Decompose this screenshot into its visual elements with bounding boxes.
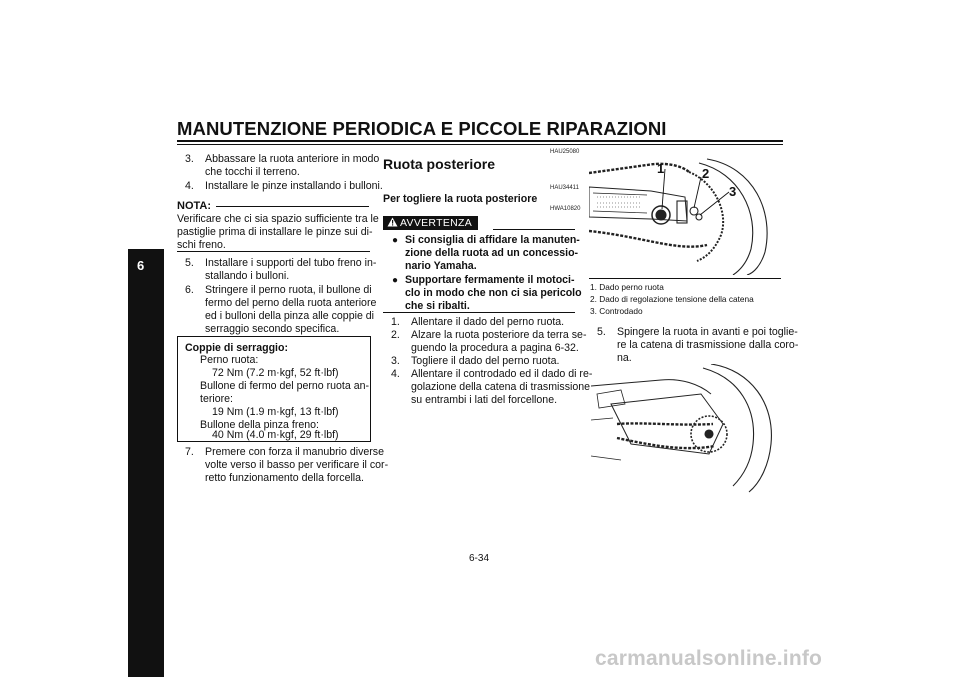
torque-line: teriore: xyxy=(200,393,233,405)
bracket xyxy=(597,390,625,408)
step-text: Premere con forza il manubrio diverse xyxy=(205,446,384,458)
step-number: 7. xyxy=(185,446,194,458)
caption-2 xyxy=(590,294,754,305)
torque-value: 19 Nm (1.9 m·kgf, 13 ft·lbf) xyxy=(212,406,339,418)
torque-title: Coppie di serraggio: xyxy=(185,342,289,354)
warning-badge xyxy=(383,216,478,230)
step-text: fermo del perno della ruota anteriore xyxy=(205,297,377,309)
chain-upper xyxy=(617,423,713,424)
page-title: MANUTENZIONE PERIODICA E PICCOLE RIPARAZIONI xyxy=(177,118,667,139)
warning-rule xyxy=(493,229,575,230)
warning-text: nario Yamaha. xyxy=(405,260,477,272)
callout-leader-2 xyxy=(694,177,701,208)
chain-lower xyxy=(589,231,707,247)
step-text: na. xyxy=(617,352,632,364)
reference-code: HWA10820 xyxy=(550,206,581,212)
torque-line: Bullone di fermo del perno ruota an- xyxy=(200,380,370,392)
torque-line: Perno ruota: xyxy=(200,354,259,366)
swingarm-detail xyxy=(593,193,647,213)
step-text: golazione della catena di trasmissione xyxy=(411,381,591,393)
subsection-title: Per togliere la ruota posteriore xyxy=(383,193,538,205)
caption-text: Controdado xyxy=(599,306,643,316)
caption-text: Dado di regolazione tensione della catena xyxy=(599,294,754,304)
chapter-tab xyxy=(128,249,164,677)
reference-code: HAU25080 xyxy=(550,149,580,155)
warning-label: AVVERTENZA xyxy=(400,217,473,229)
step-number: 4. xyxy=(185,180,194,192)
torque-value: 72 Nm (7.2 m·kgf, 52 ft·lbf) xyxy=(212,367,339,379)
nota-line: Verificare che ci sia spazio sufficiente tra le xyxy=(177,213,379,225)
step-text: su entrambi i lati del forcellone. xyxy=(411,394,558,406)
warning-triangle-icon xyxy=(387,217,398,227)
step-text: Installare i supporti del tubo freno in- xyxy=(205,257,377,269)
warning-text: clo in modo che non ci sia pericolo xyxy=(405,287,582,299)
tire-outline xyxy=(707,159,767,275)
step-text: retto funzionamento della forcella. xyxy=(205,472,364,484)
warning-text: Si consiglia di affidare la manuten- xyxy=(405,234,580,246)
figure-rule xyxy=(589,278,781,279)
warning-end-rule xyxy=(383,312,575,313)
step-text: Stringere il perno ruota, il bullone di xyxy=(205,284,372,296)
step-number: 2. xyxy=(391,329,400,341)
nota-line: schi freno. xyxy=(177,239,226,251)
caption-text: Dado perno ruota xyxy=(599,282,664,292)
page-number: 6-34 xyxy=(469,553,490,564)
step-text: guendo la procedura a pagina 6-32. xyxy=(411,342,579,354)
callout-3: 3 xyxy=(729,184,737,199)
step-text: che tocchi il terreno. xyxy=(205,166,300,178)
step-number: 5. xyxy=(597,326,606,338)
tire-outline xyxy=(711,364,771,492)
header-rule xyxy=(177,140,783,142)
step-number: 3. xyxy=(185,153,194,165)
axle-center xyxy=(705,430,713,438)
step-text: serraggio secondo specifica. xyxy=(205,323,340,335)
nota-line: pastiglie prima di installare le pinze sui di- xyxy=(177,226,373,238)
chain-lower xyxy=(617,438,715,448)
adjusting-nut xyxy=(690,207,698,215)
step-text: ed i bulloni della pinza alle coppie di xyxy=(205,310,375,322)
step-text: Allentare il controdado ed il dado di re- xyxy=(411,368,593,380)
nota-label: NOTA: xyxy=(177,200,212,212)
step-number: 6. xyxy=(185,284,194,296)
step-number: 1. xyxy=(391,316,400,328)
torque-line: Bullone della pinza freno: xyxy=(200,419,319,431)
step-text: Togliere il dado del perno ruota. xyxy=(411,355,560,367)
bullet-icon: ● xyxy=(392,235,399,246)
caption-number: 2. xyxy=(590,294,597,304)
bullet-icon: ● xyxy=(392,275,399,286)
warning-text: che si ribalti. xyxy=(405,300,470,312)
nota-text xyxy=(177,213,379,252)
step-text: Abbassare la ruota anteriore in modo xyxy=(205,153,380,165)
step-text: Installare le pinze installando i bulloni. xyxy=(205,180,383,192)
chapter-number: 6 xyxy=(137,258,145,273)
step-text: Spingere la ruota in avanti e poi toglie- xyxy=(617,326,798,338)
step-number: 5. xyxy=(185,257,194,269)
caption-number: 1. xyxy=(590,282,597,292)
section-title: Ruota posteriore xyxy=(383,156,496,172)
step-text: volte verso il basso per verificare il cor- xyxy=(205,459,389,471)
step-text: stallando i bulloni. xyxy=(205,270,290,282)
chain-upper xyxy=(589,164,689,173)
rear-axle-illustration xyxy=(589,157,781,275)
caption-1 xyxy=(590,282,664,293)
warning-text: Supportare fermamente il motoci- xyxy=(405,274,575,286)
warning-text: zione della ruota ad un concessio- xyxy=(405,247,579,259)
watermark: carmanualsonline.info xyxy=(595,647,823,670)
callout-1: 1 xyxy=(657,161,665,176)
step-number: 3. xyxy=(391,355,400,367)
swingarm xyxy=(589,187,687,221)
reference-code: HAU34411 xyxy=(550,185,579,191)
nota-rule xyxy=(216,206,369,207)
torque-value: 40 Nm (4.0 m·kgf, 29 ft·lbf) xyxy=(212,429,339,441)
step-text: Allentare il dado del perno ruota. xyxy=(411,316,565,328)
caption-number: 3. xyxy=(590,306,597,316)
caption-3 xyxy=(590,306,643,317)
axle-center xyxy=(656,210,666,220)
torque-box xyxy=(177,336,371,442)
step-text: Alzare la ruota posteriore da terra se- xyxy=(411,329,587,341)
step-number: 4. xyxy=(391,368,400,380)
callout-2: 2 xyxy=(702,166,710,181)
chain-removal-illustration xyxy=(591,364,781,494)
nota-end-rule xyxy=(177,251,370,252)
tire-inner xyxy=(703,368,754,486)
header-rule-thin xyxy=(177,144,783,145)
locknut xyxy=(696,214,702,220)
step-text: re la catena di trasmissione dalla coro- xyxy=(617,339,799,351)
